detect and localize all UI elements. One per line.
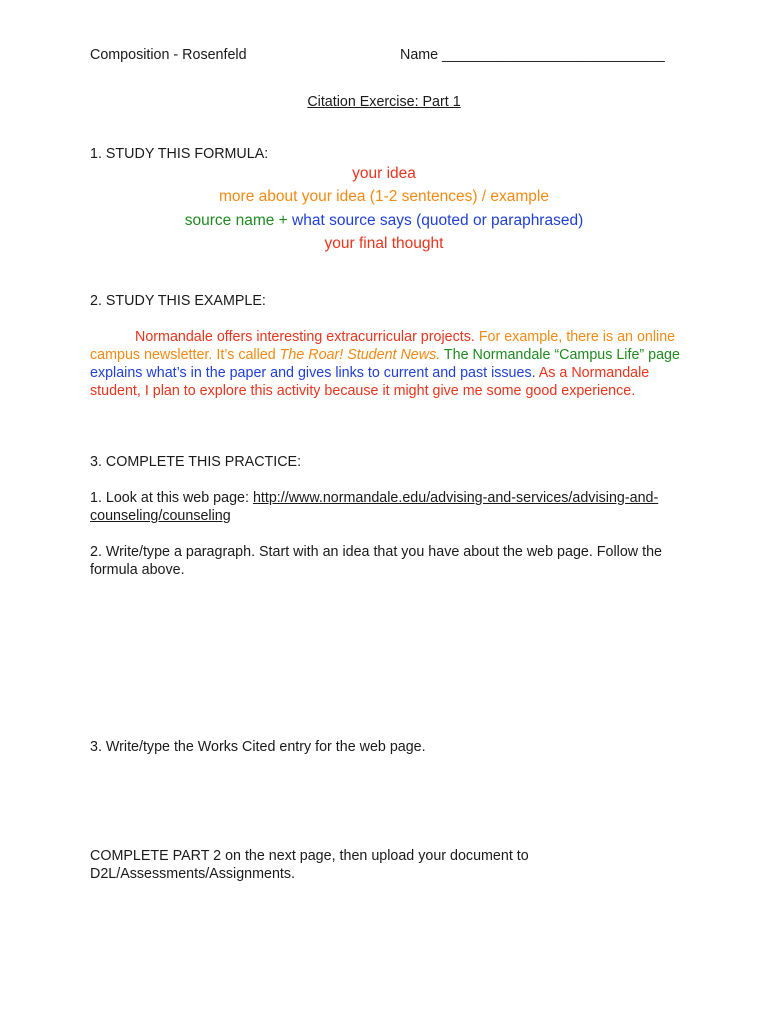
section1-heading: 1. STUDY THIS FORMULA: <box>90 146 269 162</box>
example-paragraph <box>90 328 680 400</box>
example-more: For example, there is an online campus newsletter. It’s called <box>90 329 676 363</box>
name-field <box>400 47 665 63</box>
practice-step-3: 3. Write/type the Works Cited entry for the web page. <box>90 739 426 755</box>
formula-source-name: source name <box>184 212 275 229</box>
formula-line-source <box>0 212 768 230</box>
example-source-name: The Normandale “Campus Life” page <box>440 347 680 363</box>
example-source-says: explains what’s in the paper and gives links to current and past issues. <box>90 365 536 381</box>
formula-line-more: more about your idea (1-2 sentences) / example <box>219 188 549 205</box>
practice-step-1 <box>90 489 680 525</box>
example-idea: Normandale offers interesting extracurricular projects. <box>135 329 475 345</box>
formula-plus: + <box>274 212 293 229</box>
course-label: Composition - Rosenfeld <box>90 47 247 63</box>
section3-heading: 3. COMPLETE THIS PRACTICE: <box>90 454 302 470</box>
example-final-thought: As a Normandale student, I plan to explore this activity because it might give me some good experience. <box>90 365 650 399</box>
practice-step-2: 2. Write/type a paragraph. Start with an idea that you have about the web page. Follow the formula above. <box>90 544 662 578</box>
final-instruction: COMPLETE PART 2 on the next page, then upload your document to D2L/Assessments/Assignments. <box>90 848 529 882</box>
formula-line-idea: your idea <box>352 165 416 182</box>
counseling-web-link[interactable]: http://www.normandale.edu/advising-and-services/advising-and-counseling/counseling <box>90 490 659 524</box>
name-blank-line: ____________________________ <box>442 47 665 63</box>
name-label: Name <box>400 47 443 63</box>
formula-source-says: what source says (quoted or paraphrased) <box>292 212 584 229</box>
formula-line-final: your final thought <box>324 235 444 252</box>
section2-heading: 2. STUDY THIS EXAMPLE: <box>90 293 266 309</box>
page-title: Citation Exercise: Part 1 <box>307 94 461 110</box>
example-newsletter-title: The Roar! Student News. <box>279 347 441 363</box>
step1-prefix: 1. Look at this web page: <box>90 490 253 506</box>
